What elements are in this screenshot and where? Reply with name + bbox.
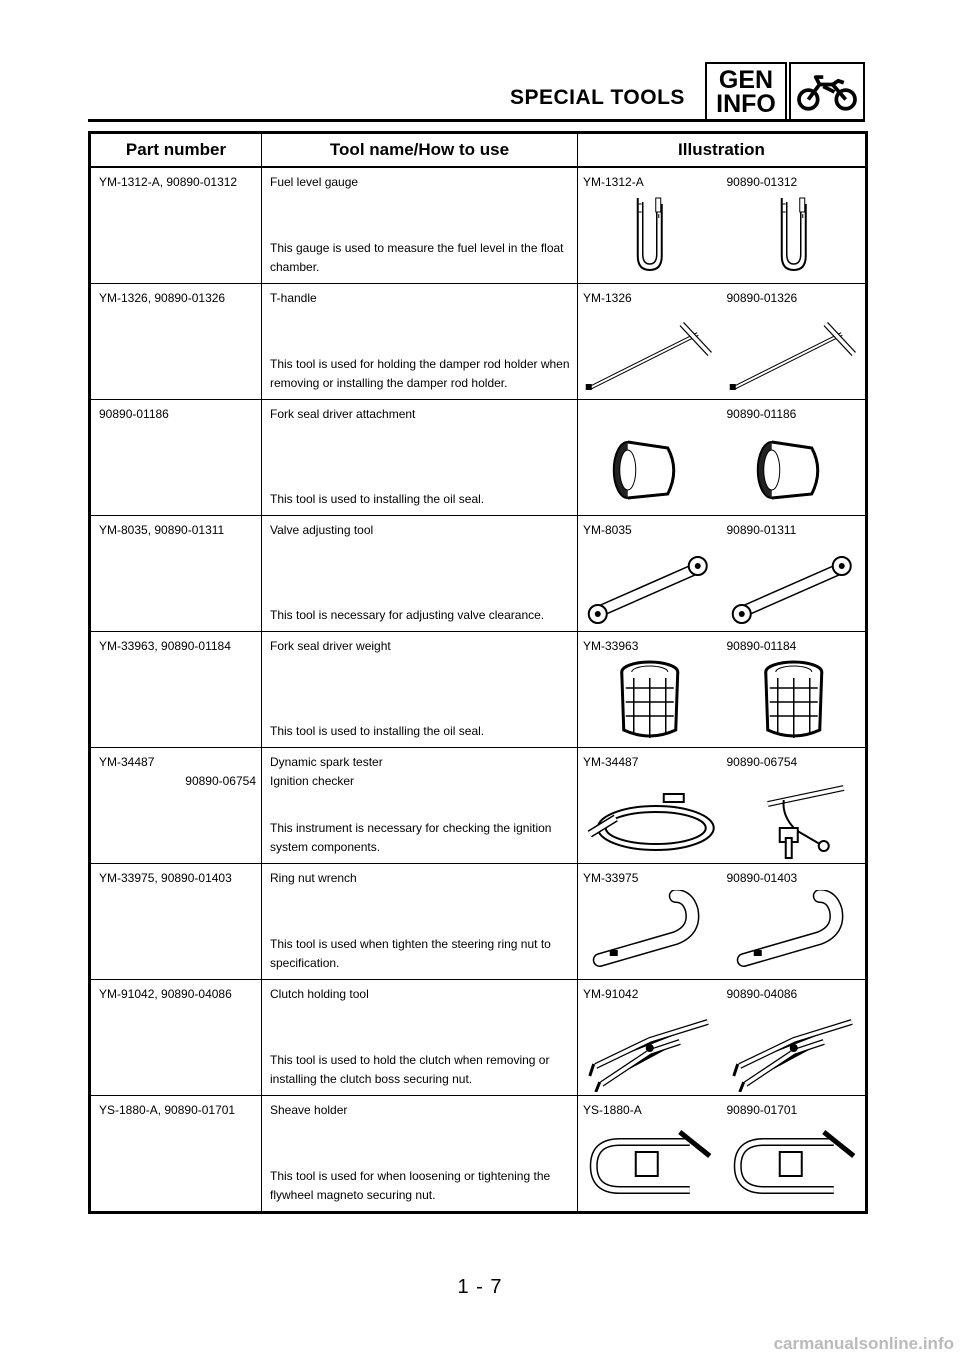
part-number: YM-8035, 90890-01311 xyxy=(99,523,225,537)
info-label: INFO xyxy=(716,90,776,118)
illustration-label-right: 90890-01184 xyxy=(726,639,797,653)
tool-description: This gauge is used to measure the fuel level in the float chamber. xyxy=(270,241,564,274)
part-number-cell xyxy=(90,167,262,284)
gen-label: GEN xyxy=(718,66,774,94)
table-row xyxy=(90,632,867,748)
tool-name: Fork seal driver weight xyxy=(270,639,391,653)
page-number: 1 - 7 xyxy=(457,1276,503,1298)
tool-name: Dynamic spark tester xyxy=(270,755,383,769)
part-number: YM-33975, 90890-01403 xyxy=(99,871,232,885)
tool-name: Clutch holding tool xyxy=(270,987,369,1001)
part-number-cell xyxy=(90,1096,262,1213)
tool-cell xyxy=(262,864,578,980)
watermark: carmanualsonline.info xyxy=(773,1334,954,1353)
table-row xyxy=(90,864,867,980)
illustration-label-left: YM-1312-A xyxy=(583,175,644,189)
tool-name: Ring nut wrench xyxy=(270,871,357,885)
illustration-label-left: YS-1880-A xyxy=(583,1103,642,1117)
illustration-cell xyxy=(578,632,867,748)
table-header-row xyxy=(90,133,867,168)
part-number: YM-1326, 90890-01326 xyxy=(99,291,226,305)
illustration-label-left: YM-33975 xyxy=(583,871,639,885)
tool-description: This tool is used to installing the oil seal. xyxy=(270,724,485,738)
tool-description: This tool is necessary for adjusting valve clearance. xyxy=(270,608,545,622)
tool-name: Sheave holder xyxy=(270,1103,348,1117)
tool-cell xyxy=(262,284,578,400)
part-number: YM-34487 xyxy=(99,755,155,769)
part-number-cell xyxy=(90,980,262,1096)
column-header-illustration: Illustration xyxy=(578,133,867,168)
tool-description: This tool is used when tighten the steering ring nut to specification. xyxy=(270,937,551,970)
illustration-label-right: 90890-01403 xyxy=(726,871,798,885)
tool-description: This tool is used to hold the clutch when removing or installing the clutch boss securing nut. xyxy=(270,1053,550,1086)
tool-cell xyxy=(262,1096,578,1213)
tool-name: T-handle xyxy=(270,291,317,305)
tool-description: This tool is used to installing the oil seal. xyxy=(270,492,485,506)
header-rule xyxy=(88,119,865,122)
table-row xyxy=(90,748,867,864)
illustration-label-left: YM-91042 xyxy=(583,987,639,1001)
illustration-label-right: 90890-06754 xyxy=(726,755,798,769)
tool-cell xyxy=(262,167,578,284)
illustration-label-right: 90890-01311 xyxy=(726,523,797,537)
gen-info-badge xyxy=(705,62,787,122)
table-row xyxy=(90,980,867,1096)
illustration-cell xyxy=(578,864,867,980)
tool-description: This tool is used for holding the damper rod holder when removing or installing the damper rod holder. xyxy=(270,357,570,390)
tool-cell xyxy=(262,748,578,864)
illustration-label-left: YM-33963 xyxy=(583,639,639,653)
illustration-cell xyxy=(578,1096,867,1213)
illustration-cell xyxy=(578,284,867,400)
illustration-label-left: YM-34487 xyxy=(583,755,639,769)
tool-name: Fuel level gauge xyxy=(270,175,359,189)
illustration-label-right: 90890-04086 xyxy=(726,987,798,1001)
tool-cell xyxy=(262,400,578,516)
tool-description: This tool is used for when loosening or tightening the flywheel magneto securing nut. xyxy=(270,1169,551,1202)
part-number: YM-33963, 90890-01184 xyxy=(99,639,231,653)
table-row xyxy=(90,400,867,516)
tool-description: This instrument is necessary for checking the ignition system components. xyxy=(270,821,552,854)
part-number-cell xyxy=(90,400,262,516)
table-row xyxy=(90,1096,867,1213)
column-header-tool: Tool name/How to use xyxy=(262,133,578,168)
illustration-cell xyxy=(578,516,867,632)
tool-cell xyxy=(262,516,578,632)
section-title: SPECIAL TOOLS xyxy=(510,86,685,109)
table-row xyxy=(90,516,867,632)
part-number-cell xyxy=(90,864,262,980)
tool-alt-name: Ignition checker xyxy=(270,774,355,788)
illustration-cell xyxy=(578,400,867,516)
table-row xyxy=(90,167,867,284)
motorcycle-icon xyxy=(789,62,865,122)
table-row xyxy=(90,284,867,400)
illustration-label-left: YM-8035 xyxy=(583,523,632,537)
illustration-label-left: YM-1326 xyxy=(583,291,632,305)
tool-name: Fork seal driver attachment xyxy=(270,407,416,421)
tool-cell xyxy=(262,632,578,748)
illustration-label-right: 90890-01312 xyxy=(726,175,798,189)
illustration-label-right: 90890-01701 xyxy=(726,1103,798,1117)
tool-name: Valve adjusting tool xyxy=(270,523,374,537)
part-number-cell xyxy=(90,516,262,632)
part-number-cell xyxy=(90,284,262,400)
part-number: YM-1312-A, 90890-01312 xyxy=(99,175,238,189)
illustration-label-right: 90890-01326 xyxy=(726,291,798,305)
special-tools-table xyxy=(88,131,868,1214)
illustration-cell xyxy=(578,748,867,864)
part-number: 90890-01186 xyxy=(99,407,169,421)
column-header-part: Part number xyxy=(90,133,262,168)
part-number: YS-1880-A, 90890-01701 xyxy=(99,1103,236,1117)
part-number-cell xyxy=(90,632,262,748)
part-number: YM-91042, 90890-04086 xyxy=(99,987,232,1001)
illustration-label-right: 90890-01186 xyxy=(726,407,797,421)
illustration-cell xyxy=(578,167,867,284)
illustration-cell xyxy=(578,980,867,1096)
part-number-cell xyxy=(90,748,262,864)
tool-cell xyxy=(262,980,578,1096)
part-number-alt: 90890-06754 xyxy=(185,774,256,788)
